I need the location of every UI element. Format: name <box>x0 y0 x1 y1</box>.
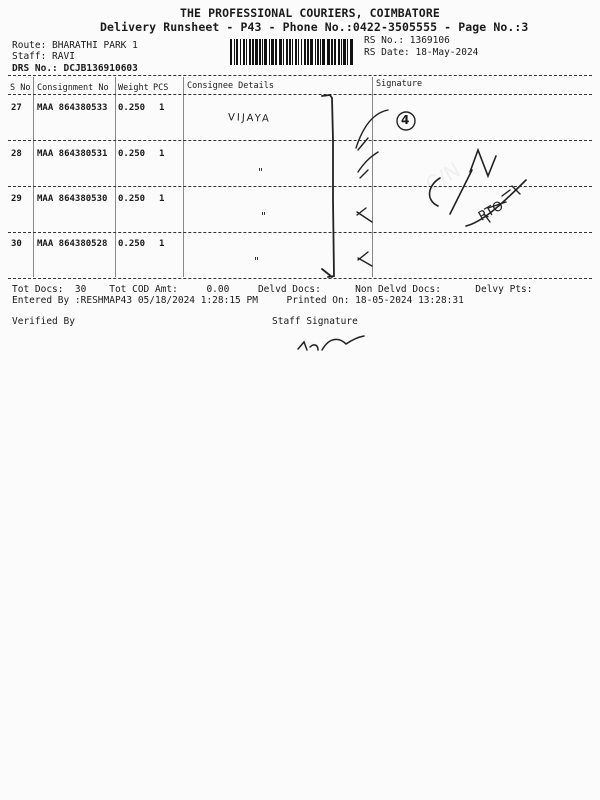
row-consignment: MAA 864380528 <box>37 239 108 249</box>
row-sno: 30 <box>11 239 22 249</box>
row-weight: 0.250 <box>118 149 146 159</box>
row-pcs: 1 <box>159 149 165 159</box>
drs-label: DRS No.: <box>12 63 58 74</box>
row-consignee-ditto: " <box>261 210 267 223</box>
row-consignee-handwritten: VIJAYA <box>227 112 271 125</box>
company-title: THE PROFESSIONAL COURIERS, COIMBATORE <box>180 6 440 20</box>
cn-note: C/N <box>421 157 465 197</box>
row-consignment: MAA 864380531 <box>37 149 108 159</box>
drs-value: DCJB136910603 <box>63 63 138 74</box>
staff-signature-label: Staff Signature <box>272 316 358 327</box>
rs-number: RS No.: 1369106 <box>364 35 450 46</box>
circled-number: 4 <box>401 113 410 127</box>
row-weight: 0.250 <box>118 239 146 249</box>
col-header-pcs: PCS <box>153 83 169 93</box>
row-sno: 27 <box>11 103 22 113</box>
row-pcs: 1 <box>159 239 165 249</box>
row-weight: 0.250 <box>118 194 146 204</box>
row-pcs: 1 <box>159 194 165 204</box>
totals-line: Tot Docs: 30 Tot COD Amt: 0.00 Delvd Docs: Non Delvd Docs: Delvy Pts: <box>12 284 533 295</box>
row-weight: 0.250 <box>118 103 146 113</box>
entered-by-line: Entered By :RESHMAP43 05/18/2024 1:28:15 PM Printed On: 18-05-2024 13:28:31 <box>12 295 464 306</box>
row-consignment: MAA 864380533 <box>37 103 108 113</box>
row-consignment: MAA 864380530 <box>37 194 108 204</box>
rs-date: RS Date: 18-May-2024 <box>364 47 479 58</box>
row-consignee-ditto: " <box>254 255 260 268</box>
row-consignee-ditto: " <box>258 166 264 179</box>
staff-initials: ARR <box>299 341 316 350</box>
row-sno: 29 <box>11 194 22 204</box>
staff-label: Staff: RAVI <box>12 51 75 62</box>
col-header-consignment: Consignment No <box>37 83 109 93</box>
rto-note: RTO <box>476 198 507 225</box>
runsheet-subtitle: Delivery Runsheet - P43 - Phone No.:0422-3505555 - Page No.:3 <box>100 20 529 34</box>
verified-by-label: Verified By <box>12 316 75 327</box>
col-header-sno: S No <box>10 83 31 93</box>
row-pcs: 1 <box>159 103 165 113</box>
route-label: Route: BHARATHI PARK 1 <box>12 40 138 51</box>
col-header-signature: Signature <box>376 79 423 89</box>
col-header-consignee: Consignee Details <box>187 81 274 91</box>
col-header-weight: Weight <box>118 83 149 93</box>
row-sno: 28 <box>11 149 22 159</box>
